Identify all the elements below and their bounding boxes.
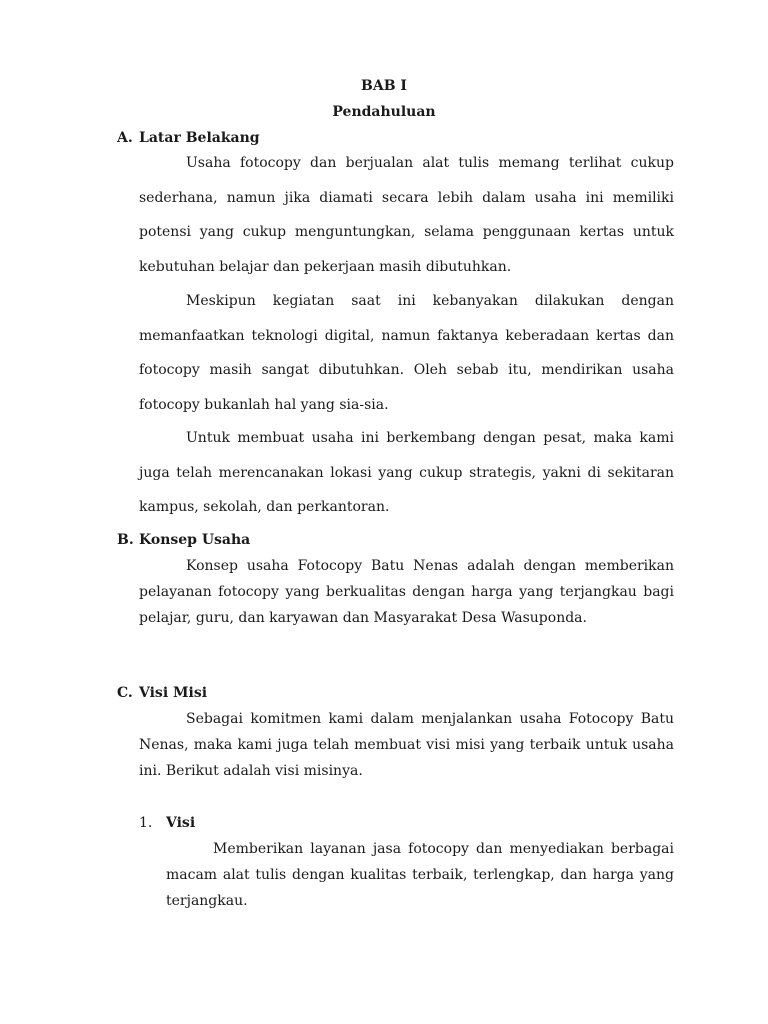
section-heading-b xyxy=(117,532,250,548)
list-number: 1. xyxy=(139,815,153,831)
paragraph: Konsep usaha Fotocopy Batu Nenas adalah dengan memberikan pelayanan fotocopy yang berkualitas dengan harga yang terjangkau bagi pelajar, guru, dan karyawan dan Masyarakat Desa Wasuponda. xyxy=(139,558,674,626)
paragraph: Untuk membuat usaha ini berkembang dengan pesat, maka kami juga telah merencanakan lokasi yang cukup strategis, yakni di sekitaran kampus, sekolah, dan perkantoran. xyxy=(139,430,674,515)
chapter-title: Pendahuluan xyxy=(332,104,436,120)
section-title: Visi Misi xyxy=(139,685,208,701)
section-title: Latar Belakang xyxy=(139,130,260,146)
list-item-heading xyxy=(139,815,195,831)
section-title: Konsep Usaha xyxy=(139,532,251,548)
section-heading-c xyxy=(117,685,207,701)
section-letter: C. xyxy=(117,685,133,701)
paragraph: Usaha fotocopy dan berjualan alat tulis memang terlihat cukup sederhana, namun jika diamati secara lebih dalam usaha ini memiliki potensi yang cukup menguntungkan, selama penggunaan kertas untuk kebutuhan belajar dan pekerjaan masih dibutuhkan. xyxy=(139,155,674,275)
list-label: Visi xyxy=(166,815,196,831)
list-item-text: Memberikan layanan jasa fotocopy dan menyediakan berbagai macam alat tulis dengan kualitas terbaik, terlengkap, dan harga yang terjangkau. xyxy=(166,841,674,909)
paragraph: Sebagai komitmen kami dalam menjalankan usaha Fotocopy Batu Nenas, maka kami juga telah membuat visi misi yang terbaik untuk usaha ini. Berikut adalah visi misinya. xyxy=(139,711,674,779)
section-heading-a xyxy=(117,130,260,146)
section-letter: A. xyxy=(117,130,133,146)
section-letter: B. xyxy=(117,532,134,548)
chapter-number: BAB I xyxy=(361,78,407,94)
paragraph: Meskipun kegiatan saat ini kebanyakan dilakukan dengan memanfaatkan teknologi digital, namun faktanya keberadaan kertas dan fotocopy masih sangat dibutuhkan. Oleh sebab itu, mendirikan usaha fotocopy bukanlah hal yang sia-sia. xyxy=(139,293,674,413)
